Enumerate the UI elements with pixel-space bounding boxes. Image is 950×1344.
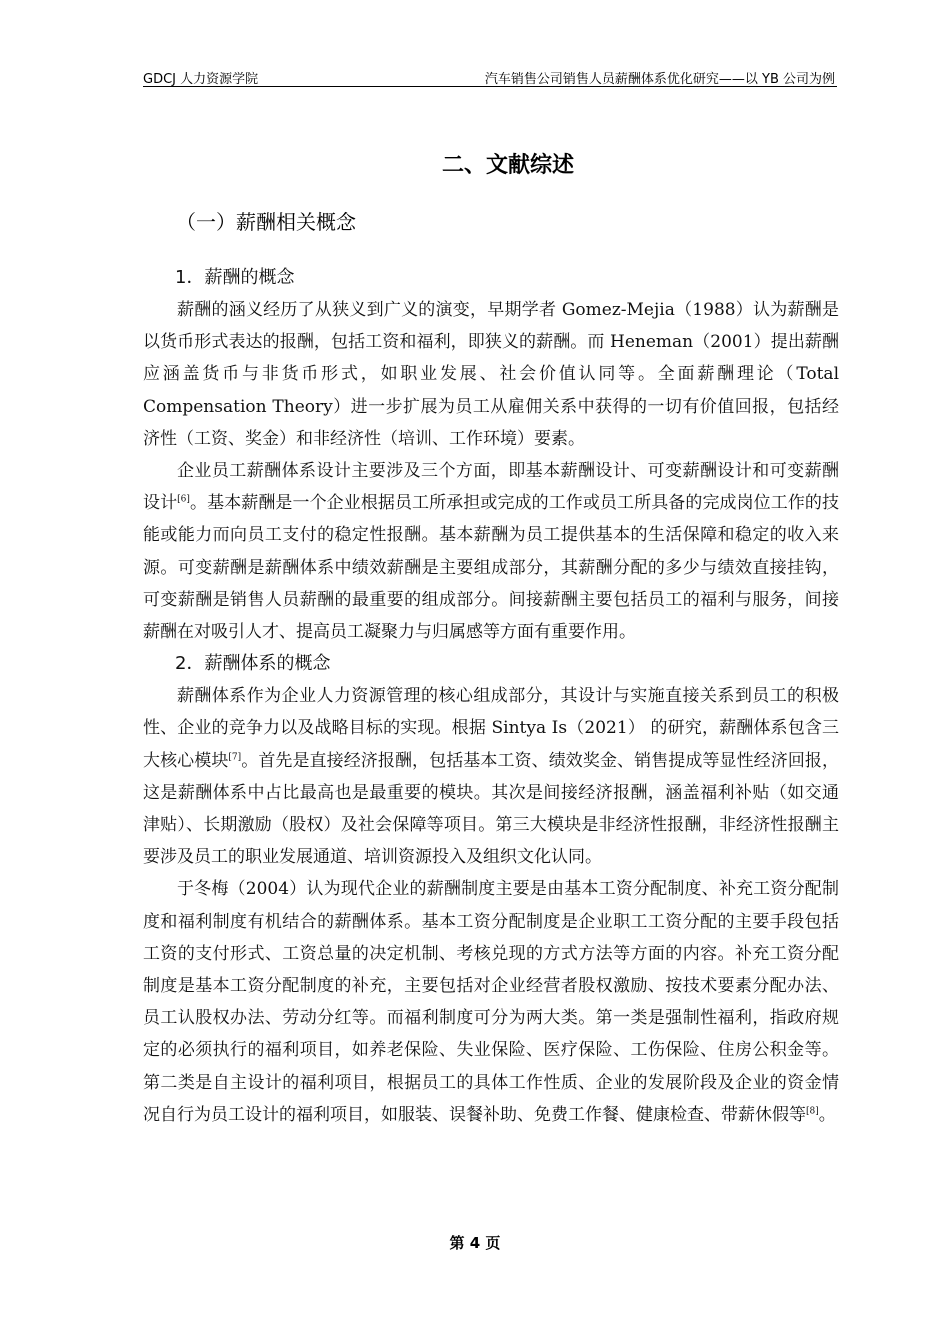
paragraph-text: 薪酬体系作为企业人力资源管理的核心组成部分，其设计与实施直接关系到员工的积极性、企业的竞争力以及战略目标的实现。根据 Sintya Is（2021） 的研究，薪酬体系包含三大核心模块 bbox=[143, 686, 839, 771]
paragraph: 薪酬的涵义经历了从狭义到广义的演变，早期学者 Gomez-Mejia（1988）认为薪酬是以货币形式表达的报酬，包括工资和福利，即狭义的薪酬。而 Heneman（2001）提出薪酬应涵盖货币与非货币形式，如职业发展、社会价值认同等。全面薪酬理论（Total Compensation Theory）进一步扩展为员工从雇佣关系中获得的一切有价值回报，包括经济性（工资、奖金）和非经济性（培训、工作环境）要素。 bbox=[143, 300, 839, 449]
paragraph bbox=[143, 455, 839, 648]
page-number: 第 4 页 bbox=[449, 1234, 501, 1252]
subsection-heading: 2．薪酬体系的概念 bbox=[175, 653, 331, 675]
paragraph-text: 。首先是直接经济报酬，包括基本工资、绩效奖金、销售提成等显性经济回报，这是薪酬体系中占比最高也是最重要的模块。其次是间接经济报酬，涵盖福利补贴（如交通津贴）、长期激励（股权）及社会保障等项目。第三大模块是非经济性报酬，非经济性报酬主要涉及员工的职业发展通道、培训资源投入及组织文化认同。 bbox=[143, 750, 839, 868]
paragraph bbox=[143, 873, 839, 1131]
section-title: （一）薪酬相关概念 bbox=[176, 210, 356, 234]
paragraph bbox=[143, 680, 839, 873]
header-thesis-title: 汽车销售公司销售人员薪酬体系优化研究——以 YB 公司为例 bbox=[484, 72, 835, 87]
citation-ref: [7] bbox=[228, 751, 242, 762]
paragraph-text: 于冬梅（2004）认为现代企业的薪酬制度主要是由基本工资分配制度、补充工资分配制度和福利制度有机结合的薪酬体系。基本工资分配制度是企业职工工资分配的主要手段包括工资的支付形式、工资总量的决定机制、考核兑现的方式方法等方面的内容。补充工资分配制度是基本工资分配制度的补充，主要包括对企业经营者股权激励、按技术要素分配办法、员工认股权办法、劳动分红等。而福利制度可分为两大类。第一类是强制性福利，指政府规定的必须执行的福利项目，如养老保险、失业保险、医疗保险、工伤保险、住房公积金等。第二类是自主设计的福利项目，根据员工的具体工作性质、企业的发展阶段及企业的资金情况自行为员工设计的福利项目，如服装、误餐补助、免费工作餐、健康检查、带薪休假等 bbox=[143, 879, 839, 1125]
citation-ref: [6] bbox=[177, 494, 190, 505]
citation-ref: [8] bbox=[806, 1106, 819, 1117]
body-content bbox=[143, 262, 839, 1131]
header-institution: GDCJ 人力资源学院 bbox=[143, 72, 259, 87]
paragraph-text: 企业员工薪酬体系设计主要涉及三个方面，即基本薪酬设计、可变薪酬设计和可变薪酬设计 bbox=[143, 461, 839, 514]
subsection-heading: 1．薪酬的概念 bbox=[175, 267, 295, 288]
chapter-title: 二、文献综述 bbox=[441, 153, 574, 178]
paragraph-text: 。基本薪酬是一个企业根据员工所承担或完成的工作或员工所具备的完成岗位工作的技能或能力而向员工支付的稳定性报酬。基本薪酬为员工提供基本的生活保障和稳定的收入来源。可变薪酬是薪酬体系中绩效薪酬是主要组成部分，其薪酬分配的多少与绩效直接挂钩，可变薪酬是销售人员薪酬的最重要的组成部分。间接薪酬主要包括员工的福利与服务，间接薪酬在对吸引人才、提高员工凝聚力与归属感等方面有重要作用。 bbox=[143, 493, 840, 643]
paragraph-text: 。 bbox=[818, 1104, 836, 1125]
page-header bbox=[143, 64, 837, 87]
